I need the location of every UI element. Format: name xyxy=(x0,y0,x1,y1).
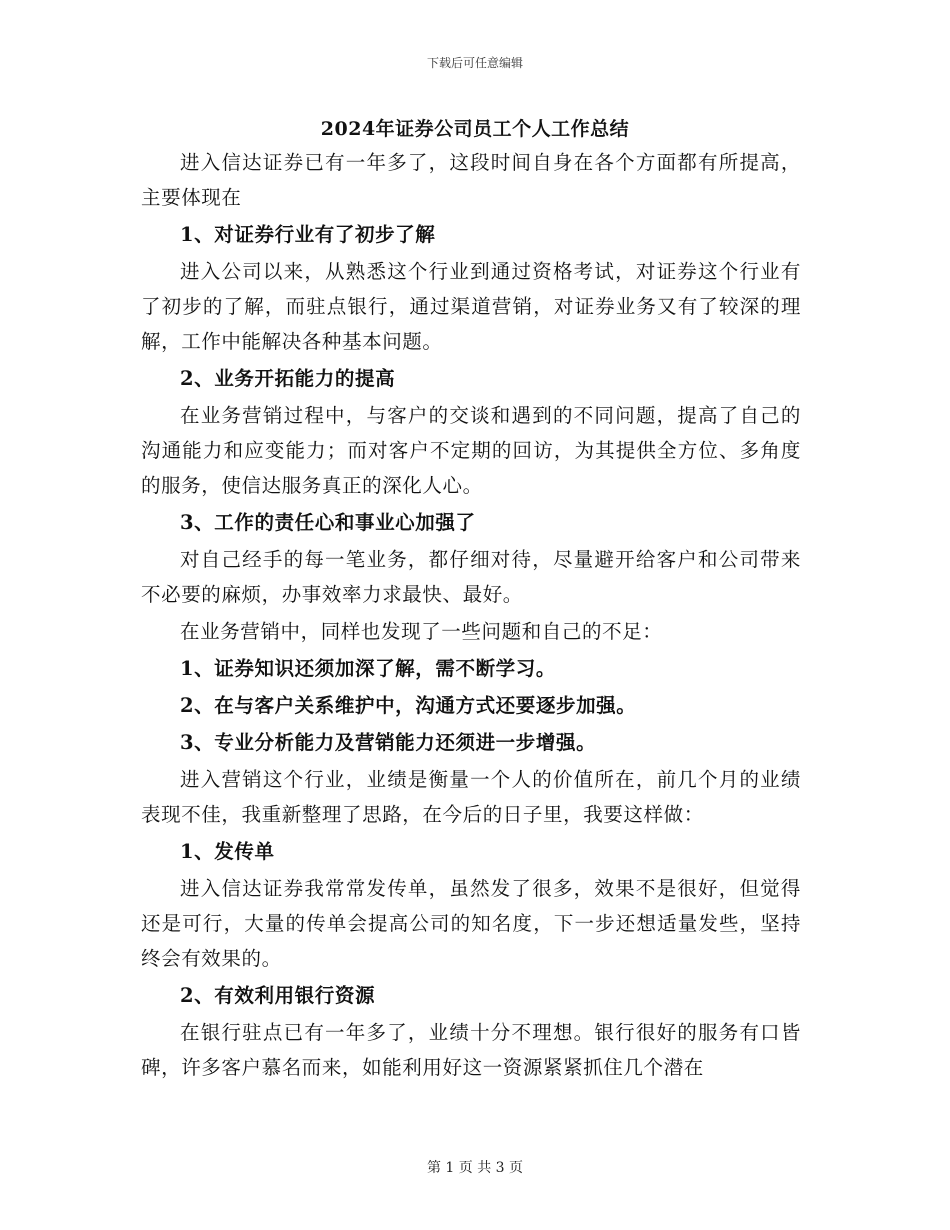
paragraph: 在业务营销过程中，与客户的交谈和遇到的不同问题，提高了自己的沟通能力和应变能力；而对客户不定期的回访，为其提供全方位、多角度的服务，使信达服务真正的深化人心。 xyxy=(141,404,801,497)
paragraph: 进入信达证券我常常发传单，虽然发了很多，效果不是很好，但觉得还是可行，大量的传单会提高公司的知名度，下一步还想适量发些，坚持终会有效果的。 xyxy=(141,877,801,970)
section-heading: 1、对证券行业有了初步了解 xyxy=(180,223,436,246)
paragraph: 进入营销这个行业，业绩是衡量一个人的价值所在，前几个月的业绩表现不佳，我重新整理了思路，在今后的日子里，我要这样做： xyxy=(141,768,801,826)
paragraph: 进入信达证券已有一年多了，这段时间自身在各个方面都有所提高，主要体现在 xyxy=(141,151,801,209)
section-heading: 2、业务开拓能力的提高 xyxy=(180,367,396,390)
section-heading: 2、在与客户关系维护中，沟通方式还要逐步加强。 xyxy=(180,694,637,717)
section-heading: 1、证券知识还须加深了解，需不断学习。 xyxy=(180,657,556,680)
document-title: 2024年证券公司员工个人工作总结 xyxy=(320,118,630,140)
document-body xyxy=(141,145,801,1085)
paragraph: 进入公司以来，从熟悉这个行业到通过资格考试，对证券这个行业有了初步的了解，而驻点银行，通过渠道营销，对证券业务又有了较深的理解，工作中能解决各种基本问题。 xyxy=(141,260,801,353)
section-heading: 3、工作的责任心和事业心加强了 xyxy=(180,511,476,534)
paragraph: 对自己经手的每一笔业务，都仔细对待，尽量避开给客户和公司带来不必要的麻烦，办事效率力求最快、最好。 xyxy=(141,548,801,606)
paragraph: 在银行驻点已有一年多了，业绩十分不理想。银行很好的服务有口皆碑，许多客户慕名而来，如能利用好这一资源紧紧抓住几个潜在 xyxy=(141,1021,801,1079)
section-heading: 3、专业分析能力及营销能力还须进一步增强。 xyxy=(180,731,597,754)
section-heading: 1、发传单 xyxy=(180,840,275,863)
page-footer: 第 1 页 共 3 页 xyxy=(426,1160,524,1176)
header-note: 下载后可任意编辑 xyxy=(426,56,523,70)
paragraph: 在业务营销中，同样也发现了一些问题和自己的不足： xyxy=(180,620,663,643)
section-heading: 2、有效利用银行资源 xyxy=(180,984,376,1007)
